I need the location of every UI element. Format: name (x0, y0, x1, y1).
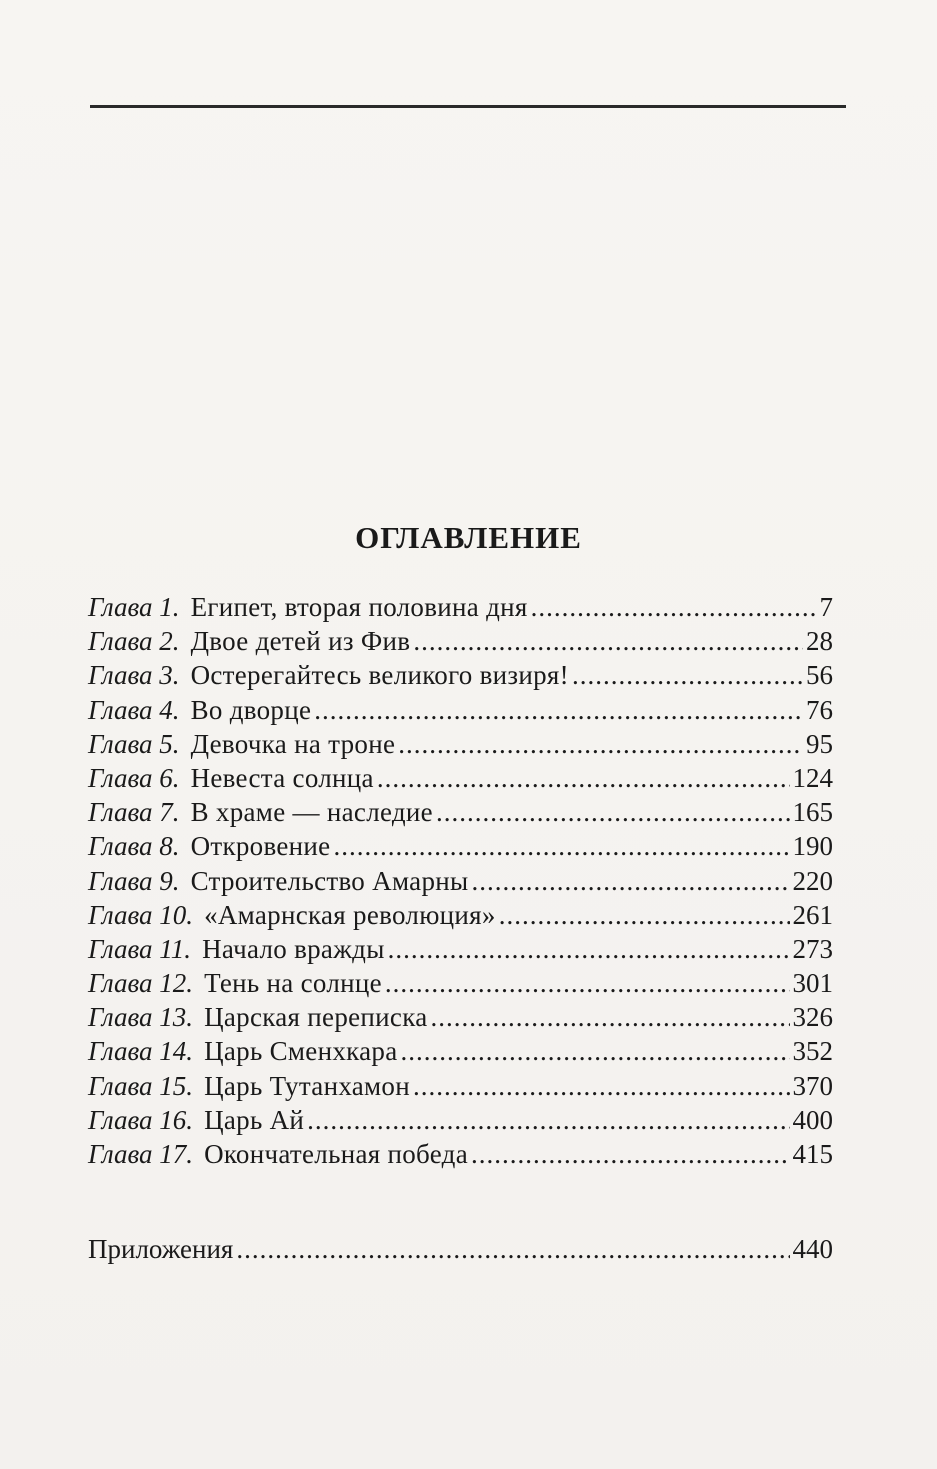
dot-leader (377, 761, 790, 795)
chapter-title: Начало вражды (202, 933, 385, 964)
page-number: 76 (806, 694, 833, 725)
page-number: 261 (792, 899, 833, 930)
chapter-label: Глава 9. (88, 865, 180, 896)
page-number: 301 (792, 968, 833, 999)
toc-entry (88, 624, 833, 658)
chapter-label: Глава 14. (88, 1036, 194, 1067)
toc-entry (88, 658, 833, 692)
dot-leader (499, 898, 790, 932)
dot-leader (531, 590, 817, 624)
chapter-label: Глава 10. (88, 899, 194, 930)
page-number: 440 (792, 1234, 833, 1264)
chapter-title: Откровение (190, 831, 331, 862)
toc-entry (88, 727, 833, 761)
dot-leader (572, 658, 803, 692)
page-number: 95 (806, 728, 833, 759)
toc-appendix-entry (88, 1232, 833, 1266)
chapter-title: Во дворце (190, 694, 312, 725)
chapter-label: Глава 6. (88, 762, 180, 793)
dot-leader (398, 727, 803, 761)
page-number: 124 (792, 762, 833, 793)
dot-leader (471, 864, 789, 898)
chapter-label: Глава 7. (88, 797, 180, 828)
chapter-title: В храме — наследие (190, 797, 433, 828)
toc-entry (88, 1034, 833, 1068)
toc-entry (88, 693, 833, 727)
dot-leader (471, 1137, 790, 1171)
chapter-label: Глава 3. (88, 660, 180, 691)
chapter-title: «Амарнская революция» (204, 899, 496, 930)
dot-leader (388, 932, 790, 966)
chapter-label: Глава 5. (88, 728, 180, 759)
chapter-label: Глава 11. (88, 933, 192, 964)
dot-leader (413, 1069, 790, 1103)
toc-entry (88, 898, 833, 932)
page-number: 273 (792, 933, 833, 964)
page-number: 220 (792, 865, 833, 896)
chapter-label: Глава 16. (88, 1104, 194, 1135)
chapter-label: Глава 4. (88, 694, 180, 725)
page-number: 28 (806, 626, 833, 657)
chapter-title: Окончательная победа (204, 1139, 468, 1169)
toc-entry (88, 795, 833, 829)
dot-leader (413, 624, 803, 658)
chapter-label: Глава 12. (88, 968, 194, 999)
chapter-title: Царская переписка (204, 1002, 428, 1033)
header-rule (90, 105, 846, 108)
chapter-title: Тень на солнце (204, 968, 382, 999)
chapter-label: Глава 2. (88, 626, 180, 657)
page-number: 352 (792, 1036, 833, 1067)
toc-entry (88, 1000, 833, 1034)
toc-entry (88, 864, 833, 898)
chapter-title: Египет, вторая половина дня (190, 592, 528, 622)
chapter-title: Невеста солнца (190, 762, 374, 793)
page-number: 326 (792, 1002, 833, 1033)
toc-entry (88, 1069, 833, 1103)
toc-title: ОГЛАВЛЕНИЕ (355, 520, 582, 555)
page-number: 370 (792, 1070, 833, 1101)
chapter-label: Глава 13. (88, 1002, 194, 1033)
toc-list (88, 590, 833, 1171)
toc-entry (88, 966, 833, 1000)
chapter-label: Глава 1. (88, 592, 180, 622)
chapter-title: Остерегайтесь великого визиря! (190, 660, 569, 691)
dot-leader (307, 1103, 789, 1137)
page-number: 415 (792, 1139, 833, 1169)
chapter-label: Глава 15. (88, 1070, 194, 1101)
chapter-title: Двое детей из Фив (190, 626, 411, 657)
page-number: 165 (792, 797, 833, 828)
page-number: 56 (806, 660, 833, 691)
chapter-title: Царь Сменхкара (204, 1036, 398, 1067)
chapter-title: Царь Тутанхамон (204, 1070, 410, 1101)
page-number: 190 (792, 831, 833, 862)
toc-entry (88, 932, 833, 966)
chapter-label: Глава 17. (88, 1139, 194, 1169)
toc-entry (88, 829, 833, 863)
chapter-title: Девочка на троне (190, 728, 396, 759)
chapter-label: Глава 8. (88, 831, 180, 862)
dot-leader (236, 1232, 789, 1266)
chapter-title: Строительство Амарны (190, 865, 469, 896)
toc-entry (88, 761, 833, 795)
toc-entry (88, 590, 833, 624)
dot-leader (333, 829, 789, 863)
page-number: 7 (819, 592, 833, 622)
dot-leader (401, 1034, 790, 1068)
page-number: 400 (792, 1104, 833, 1135)
toc-entry (88, 1137, 833, 1171)
toc-entry (88, 1103, 833, 1137)
dot-leader (314, 693, 803, 727)
appendix-title: Приложения (88, 1234, 234, 1264)
chapter-title: Царь Ай (204, 1104, 305, 1135)
dot-leader (385, 966, 790, 1000)
dot-leader (436, 795, 790, 829)
dot-leader (430, 1000, 789, 1034)
